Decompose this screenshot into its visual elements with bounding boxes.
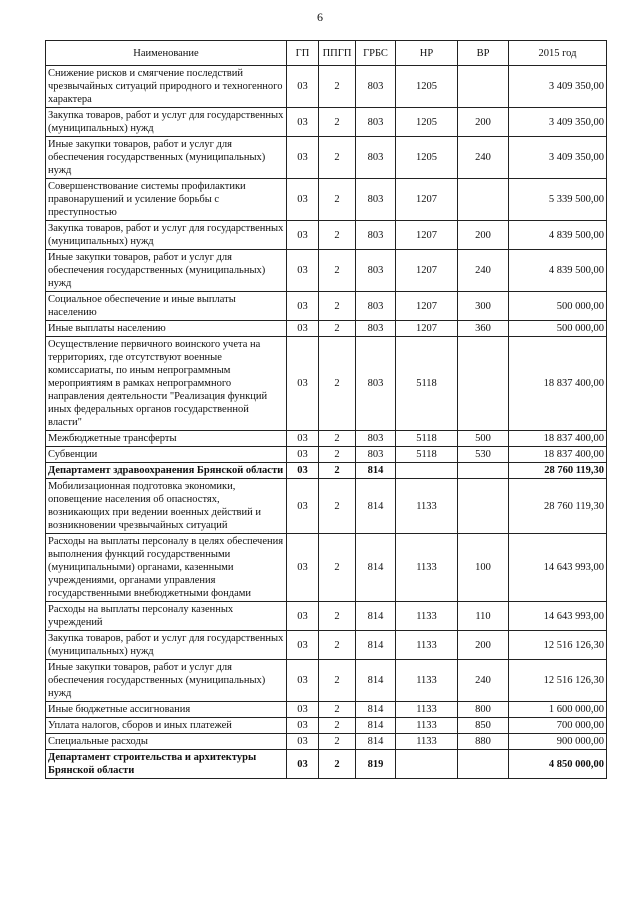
row-pgp: 2 bbox=[319, 321, 356, 337]
row-name: Специальные расходы bbox=[46, 734, 287, 750]
table-row bbox=[46, 179, 607, 221]
row-grbs: 814 bbox=[356, 660, 396, 702]
table-row bbox=[46, 447, 607, 463]
row-name: Департамент здравоохранения Брянской области bbox=[46, 463, 287, 479]
row-grbs: 803 bbox=[356, 292, 396, 321]
row-grbs: 819 bbox=[356, 750, 396, 779]
row-vr bbox=[458, 463, 509, 479]
row-name: Расходы на выплаты персоналу в целях обеспечения выполнения функций государственными (муниципальными) органами, казенными учреждениями, органами управления государственными внебюджетными фондами bbox=[46, 534, 287, 602]
row-pgp: 2 bbox=[319, 734, 356, 750]
table-row bbox=[46, 702, 607, 718]
row-amount: 500 000,00 bbox=[509, 292, 607, 321]
table-row bbox=[46, 718, 607, 734]
row-np: 1205 bbox=[396, 108, 458, 137]
table-row bbox=[46, 250, 607, 292]
row-np: 5118 bbox=[396, 447, 458, 463]
row-pgp: 2 bbox=[319, 431, 356, 447]
row-name: Уплата налогов, сборов и иных платежей bbox=[46, 718, 287, 734]
row-gp: 03 bbox=[287, 337, 319, 431]
row-grbs: 814 bbox=[356, 718, 396, 734]
row-np: 1207 bbox=[396, 292, 458, 321]
row-pgp: 2 bbox=[319, 137, 356, 179]
header-row bbox=[46, 41, 607, 66]
table-row bbox=[46, 602, 607, 631]
row-np: 1133 bbox=[396, 602, 458, 631]
row-grbs: 814 bbox=[356, 702, 396, 718]
row-amount: 500 000,00 bbox=[509, 321, 607, 337]
row-grbs: 814 bbox=[356, 534, 396, 602]
row-name: Осуществление первичного воинского учета на территориях, где отсутствуют военные комиссариаты, по иным непрограммным мероприятиям в рамках непрограммного направления деятельности "Реализация функций иных федеральных органов государственной власти" bbox=[46, 337, 287, 431]
row-name: Иные бюджетные ассигнования bbox=[46, 702, 287, 718]
row-gp: 03 bbox=[287, 250, 319, 292]
row-gp: 03 bbox=[287, 631, 319, 660]
table-row bbox=[46, 221, 607, 250]
row-gp: 03 bbox=[287, 321, 319, 337]
row-amount: 12 516 126,30 bbox=[509, 631, 607, 660]
row-vr: 300 bbox=[458, 292, 509, 321]
header-vr: ВР bbox=[458, 41, 509, 66]
row-vr: 200 bbox=[458, 631, 509, 660]
row-pgp: 2 bbox=[319, 108, 356, 137]
row-name: Иные закупки товаров, работ и услуг для обеспечения государственных (муниципальных) нужд bbox=[46, 137, 287, 179]
row-grbs: 814 bbox=[356, 479, 396, 534]
table-row bbox=[46, 479, 607, 534]
row-pgp: 2 bbox=[319, 179, 356, 221]
row-np: 1205 bbox=[396, 137, 458, 179]
row-name: Субвенции bbox=[46, 447, 287, 463]
header-pgp: ППГП bbox=[319, 41, 356, 66]
row-pgp: 2 bbox=[319, 447, 356, 463]
table-row bbox=[46, 337, 607, 431]
row-amount: 3 409 350,00 bbox=[509, 137, 607, 179]
row-name: Межбюджетные трансферты bbox=[46, 431, 287, 447]
row-gp: 03 bbox=[287, 137, 319, 179]
row-grbs: 803 bbox=[356, 337, 396, 431]
table-row bbox=[46, 534, 607, 602]
row-grbs: 814 bbox=[356, 734, 396, 750]
table-row bbox=[46, 463, 607, 479]
row-np: 1133 bbox=[396, 534, 458, 602]
row-amount: 18 837 400,00 bbox=[509, 431, 607, 447]
row-grbs: 803 bbox=[356, 431, 396, 447]
row-gp: 03 bbox=[287, 179, 319, 221]
row-gp: 03 bbox=[287, 431, 319, 447]
row-grbs: 814 bbox=[356, 631, 396, 660]
row-pgp: 2 bbox=[319, 479, 356, 534]
row-np: 1205 bbox=[396, 66, 458, 108]
row-vr bbox=[458, 66, 509, 108]
row-np: 5118 bbox=[396, 337, 458, 431]
row-np: 1133 bbox=[396, 479, 458, 534]
header-name: Наименование bbox=[46, 41, 287, 66]
row-name: Иные закупки товаров, работ и услуг для обеспечения государственных (муниципальных) нужд bbox=[46, 660, 287, 702]
row-gp: 03 bbox=[287, 479, 319, 534]
header-gp: ГП bbox=[287, 41, 319, 66]
row-name: Иные закупки товаров, работ и услуг для обеспечения государственных (муниципальных) нужд bbox=[46, 250, 287, 292]
row-name: Мобилизационная подготовка экономики, оповещение населения об опасностях, возникающих при ведении военных действий и возникновении чрезвычайных ситуаций bbox=[46, 479, 287, 534]
row-amount: 1 600 000,00 bbox=[509, 702, 607, 718]
table-row bbox=[46, 321, 607, 337]
row-vr: 200 bbox=[458, 108, 509, 137]
row-vr bbox=[458, 479, 509, 534]
row-pgp: 2 bbox=[319, 66, 356, 108]
row-grbs: 803 bbox=[356, 321, 396, 337]
row-gp: 03 bbox=[287, 602, 319, 631]
table-row bbox=[46, 66, 607, 108]
row-pgp: 2 bbox=[319, 337, 356, 431]
row-np: 1133 bbox=[396, 718, 458, 734]
row-amount: 4 850 000,00 bbox=[509, 750, 607, 779]
row-name: Закупка товаров, работ и услуг для государственных (муниципальных) нужд bbox=[46, 221, 287, 250]
row-gp: 03 bbox=[287, 108, 319, 137]
row-np: 1133 bbox=[396, 702, 458, 718]
row-amount: 18 837 400,00 bbox=[509, 447, 607, 463]
row-amount: 3 409 350,00 bbox=[509, 66, 607, 108]
row-np: 1133 bbox=[396, 660, 458, 702]
row-pgp: 2 bbox=[319, 221, 356, 250]
row-name: Закупка товаров, работ и услуг для государственных (муниципальных) нужд bbox=[46, 631, 287, 660]
row-np: 1207 bbox=[396, 221, 458, 250]
row-np: 1133 bbox=[396, 734, 458, 750]
row-amount: 900 000,00 bbox=[509, 734, 607, 750]
row-grbs: 803 bbox=[356, 66, 396, 108]
row-gp: 03 bbox=[287, 734, 319, 750]
row-pgp: 2 bbox=[319, 463, 356, 479]
row-gp: 03 bbox=[287, 221, 319, 250]
row-vr: 360 bbox=[458, 321, 509, 337]
row-grbs: 814 bbox=[356, 602, 396, 631]
row-name: Иные выплаты населению bbox=[46, 321, 287, 337]
row-pgp: 2 bbox=[319, 631, 356, 660]
row-vr: 240 bbox=[458, 137, 509, 179]
row-gp: 03 bbox=[287, 447, 319, 463]
row-grbs: 803 bbox=[356, 250, 396, 292]
row-amount: 28 760 119,30 bbox=[509, 463, 607, 479]
row-grbs: 803 bbox=[356, 221, 396, 250]
row-grbs: 803 bbox=[356, 108, 396, 137]
row-amount: 18 837 400,00 bbox=[509, 337, 607, 431]
header-year: 2015 год bbox=[509, 41, 607, 66]
row-vr: 500 bbox=[458, 431, 509, 447]
row-pgp: 2 bbox=[319, 292, 356, 321]
row-vr: 850 bbox=[458, 718, 509, 734]
row-np: 5118 bbox=[396, 431, 458, 447]
row-amount: 3 409 350,00 bbox=[509, 108, 607, 137]
row-grbs: 814 bbox=[356, 463, 396, 479]
row-pgp: 2 bbox=[319, 718, 356, 734]
row-name: Расходы на выплаты персоналу казенных учреждений bbox=[46, 602, 287, 631]
row-vr: 530 bbox=[458, 447, 509, 463]
row-gp: 03 bbox=[287, 534, 319, 602]
row-name: Совершенствование системы профилактики правонарушений и усиление борьбы с преступностью bbox=[46, 179, 287, 221]
row-np: 1207 bbox=[396, 179, 458, 221]
row-np bbox=[396, 750, 458, 779]
row-pgp: 2 bbox=[319, 702, 356, 718]
row-gp: 03 bbox=[287, 750, 319, 779]
row-np: 1133 bbox=[396, 631, 458, 660]
row-amount: 700 000,00 bbox=[509, 718, 607, 734]
table-row bbox=[46, 734, 607, 750]
row-amount: 4 839 500,00 bbox=[509, 250, 607, 292]
row-amount: 14 643 993,00 bbox=[509, 602, 607, 631]
table-row bbox=[46, 750, 607, 779]
row-name: Социальное обеспечение и иные выплаты населению bbox=[46, 292, 287, 321]
table-row bbox=[46, 431, 607, 447]
row-amount: 4 839 500,00 bbox=[509, 221, 607, 250]
row-vr: 100 bbox=[458, 534, 509, 602]
row-amount: 5 339 500,00 bbox=[509, 179, 607, 221]
row-vr: 110 bbox=[458, 602, 509, 631]
table-row bbox=[46, 137, 607, 179]
table-row bbox=[46, 660, 607, 702]
row-gp: 03 bbox=[287, 702, 319, 718]
page-number: 6 bbox=[317, 10, 323, 24]
header-np: НР bbox=[396, 41, 458, 66]
header-grbs: ГРБС bbox=[356, 41, 396, 66]
row-grbs: 803 bbox=[356, 137, 396, 179]
row-pgp: 2 bbox=[319, 660, 356, 702]
row-pgp: 2 bbox=[319, 534, 356, 602]
row-amount: 28 760 119,30 bbox=[509, 479, 607, 534]
row-np: 1207 bbox=[396, 250, 458, 292]
row-vr: 240 bbox=[458, 660, 509, 702]
row-name: Снижение рисков и смягчение последствий чрезвычайных ситуаций природного и техногенного характера bbox=[46, 66, 287, 108]
row-vr: 880 bbox=[458, 734, 509, 750]
row-name: Закупка товаров, работ и услуг для государственных (муниципальных) нужд bbox=[46, 108, 287, 137]
row-amount: 14 643 993,00 bbox=[509, 534, 607, 602]
row-vr bbox=[458, 179, 509, 221]
row-gp: 03 bbox=[287, 660, 319, 702]
row-gp: 03 bbox=[287, 718, 319, 734]
row-name: Департамент строительства и архитектуры Брянской области bbox=[46, 750, 287, 779]
row-pgp: 2 bbox=[319, 750, 356, 779]
row-gp: 03 bbox=[287, 66, 319, 108]
row-amount: 12 516 126,30 bbox=[509, 660, 607, 702]
row-gp: 03 bbox=[287, 292, 319, 321]
row-grbs: 803 bbox=[356, 179, 396, 221]
row-np bbox=[396, 463, 458, 479]
row-pgp: 2 bbox=[319, 602, 356, 631]
row-vr: 200 bbox=[458, 221, 509, 250]
table-row bbox=[46, 631, 607, 660]
row-vr bbox=[458, 750, 509, 779]
row-vr: 800 bbox=[458, 702, 509, 718]
row-pgp: 2 bbox=[319, 250, 356, 292]
row-grbs: 803 bbox=[356, 447, 396, 463]
row-vr bbox=[458, 337, 509, 431]
row-np: 1207 bbox=[396, 321, 458, 337]
row-vr: 240 bbox=[458, 250, 509, 292]
table-row bbox=[46, 292, 607, 321]
row-gp: 03 bbox=[287, 463, 319, 479]
table-row bbox=[46, 108, 607, 137]
table-body bbox=[46, 66, 607, 779]
budget-table bbox=[45, 40, 607, 779]
